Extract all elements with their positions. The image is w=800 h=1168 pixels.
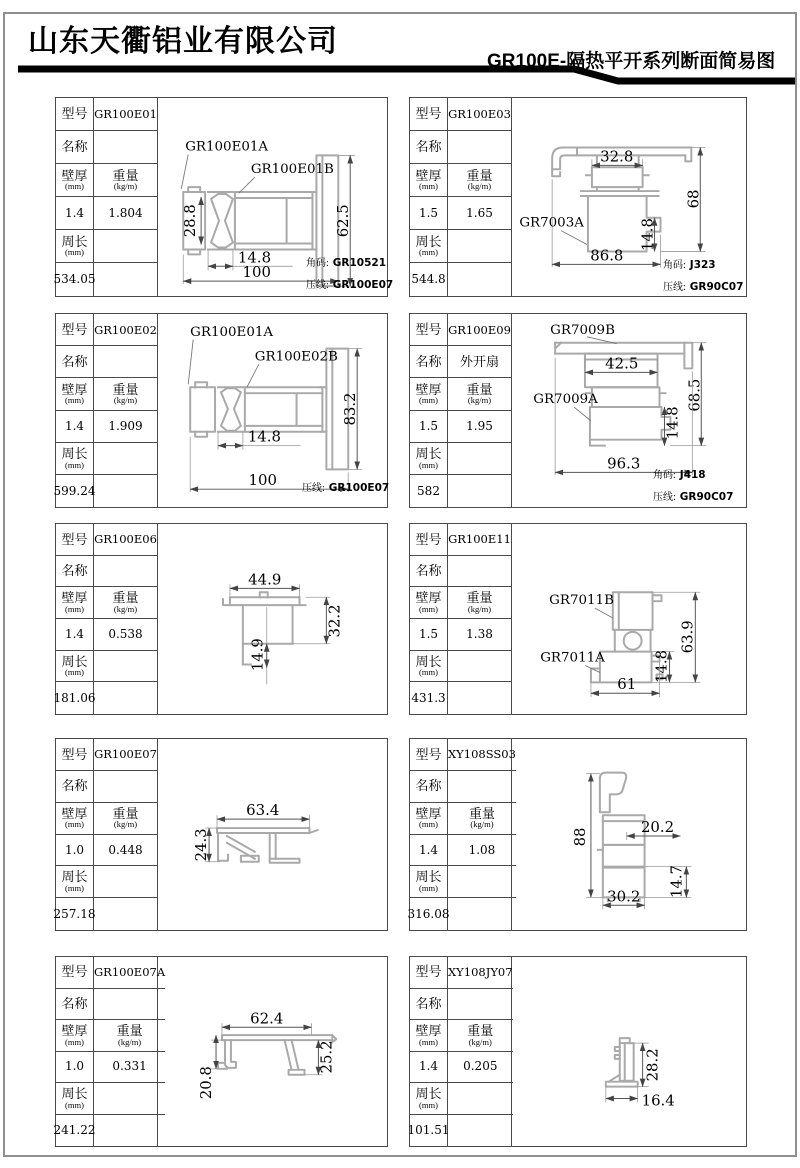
part-label: GR7009B [550, 322, 615, 338]
part-label: GR7011B [549, 593, 614, 609]
dim-label: 14.8 [638, 218, 657, 252]
profile-card-gr100e01 [53, 97, 394, 297]
spec-table: 型号 GR100E07A 名称 壁厚 (mm) 重量 (kg/m) 1.0 0.331 周长 (mm) 241.22 [56, 957, 158, 1146]
pressure-line-note: 压线: GR90C07 [653, 491, 734, 503]
dim-label: 28.8 [181, 204, 200, 238]
corner-code-note: 角码: GR10521 [306, 257, 387, 269]
row-label-name: 名称 [56, 131, 94, 164]
dim-label: 32.8 [600, 147, 634, 166]
corner-code-note: 角码: J418 [653, 469, 706, 481]
dim-label: 86.8 [590, 246, 624, 265]
pressure-line-note: 压线: GR100E07 [302, 482, 390, 494]
dim-label: 30.2 [607, 887, 641, 906]
dim-label: 100 [248, 471, 277, 490]
empty-cell [94, 263, 157, 296]
dim-label: 42.5 [605, 354, 639, 373]
part-label: GR100E01B [250, 162, 334, 178]
profile-card-xy108ss03 [409, 738, 747, 931]
dim-label: 25.2 [317, 1040, 336, 1074]
pressure-line-note: 压线: GR100E07 [306, 279, 394, 291]
row-label-wall: 壁厚 (mm) [56, 164, 94, 197]
dim-label: 14.9 [248, 638, 267, 672]
part-label: GR100E02B [254, 349, 338, 365]
dim-label: 68 [684, 189, 703, 209]
dim-label: 63.4 [246, 801, 280, 820]
part-label: GR100E01A [185, 139, 269, 155]
profile-card-gr100e07a [55, 956, 388, 1147]
spec-table: 型号 XY108JY07 名称 壁厚 (mm) 重量 (kg/m) 1.4 0.205 周长 (mm) 101.51 [410, 957, 512, 1146]
profile-card-gr100e07 [55, 738, 388, 931]
spec-table: 型号 GR100E03 名称 壁厚 (mm) 重量 (kg/m) 1.5 1.65 周长 (mm) 544.8 [410, 98, 512, 296]
dim-label: 24.3 [192, 828, 211, 862]
wall-value: 1.4 [64, 205, 85, 220]
part-label: GR7003A [519, 215, 584, 231]
company-name: 山东天衢铝业有限公司 [28, 25, 338, 58]
dim-label: 28.2 [643, 1048, 662, 1082]
profile-card-xy108jy07 [409, 956, 747, 1147]
profile-card-gr100e03 [409, 97, 747, 297]
spec-table: 型号 GR100E06 名称 壁厚 (mm) 重量 (kg/m) 1.4 0.538 周长 (mm) 181.06 [56, 524, 158, 714]
empty-cell [94, 230, 157, 263]
dim-label: 96.3 [607, 454, 641, 473]
weight-value: 1.804 [108, 205, 143, 220]
dim-label: 61 [617, 675, 637, 694]
dim-label: 88 [570, 827, 589, 847]
row-label-weight: 重量 (kg/m) [94, 164, 157, 197]
spec-table: 型号 GR100E07 名称 壁厚 (mm) 重量 (kg/m) 1.0 0.448 周长 (mm) 257.18 [56, 739, 158, 930]
dim-label: 62.4 [250, 1009, 284, 1028]
dim-label: 14.8 [652, 649, 671, 684]
profile-card-gr100e11 [409, 523, 747, 715]
dim-label: 44.9 [248, 570, 282, 589]
dim-label: 32.2 [325, 604, 344, 638]
dim-label: 14.7 [667, 864, 686, 899]
spec-table: 型号 XY108SS03 名称 壁厚 (mm) 重量 (kg/m) 1.4 1.08 周长 (mm) 316.08 [410, 739, 512, 930]
spec-table: 型号 GR100E09 名称 外开扇 壁厚 (mm) 重量 (kg/m) 1.5 1.95 周长 (mm) 582 [410, 314, 512, 507]
dim-label: 83.2 [341, 392, 360, 426]
dim-label: 14.8 [247, 427, 282, 446]
dim-label: 62.5 [334, 204, 353, 238]
part-label: GR100E01A [190, 324, 274, 340]
spec-table: 型号 GR100E02 名称 壁厚 (mm) 重量 (kg/m) 1.4 1.909 周长 (mm) 599.24 [56, 314, 158, 507]
spec-table [53, 98, 158, 296]
dim-label: 20.8 [197, 1066, 216, 1100]
row-label-perimeter: 周长 (mm) [56, 230, 94, 263]
dim-label: 14.8 [663, 406, 682, 440]
spec-table: 型号 GR100E11 名称 壁厚 (mm) 重量 (kg/m) 1.5 1.38 周长 (mm) 431.3 [410, 524, 512, 714]
part-label: GR7011A [540, 650, 605, 666]
dim-label: 14.8 [237, 248, 272, 267]
dim-label: 20.2 [640, 818, 675, 837]
name-value: 外开扇 [459, 353, 499, 369]
row-label-model: 型号 [56, 98, 94, 131]
dim-label: 16.4 [641, 1091, 675, 1110]
part-label: GR7009A [533, 392, 598, 408]
perimeter-value: 534.05 [53, 272, 96, 287]
dim-label: 63.9 [678, 620, 697, 654]
profile-card-gr100e09 [409, 313, 747, 508]
pressure-line-note: 压线: GR90C07 [663, 281, 744, 293]
header-divider [0, 0, 800, 100]
profile-card-gr100e02 [55, 313, 388, 508]
model-value: GR100E01 [94, 106, 157, 121]
dim-label: 100 [242, 263, 272, 282]
dim-label: 68.5 [685, 378, 704, 412]
profile-card-gr100e06 [55, 523, 388, 715]
page-title: GR100E-隔热平开系列断面简易图 [487, 51, 776, 72]
corner-code-note: 角码: J323 [663, 259, 716, 271]
